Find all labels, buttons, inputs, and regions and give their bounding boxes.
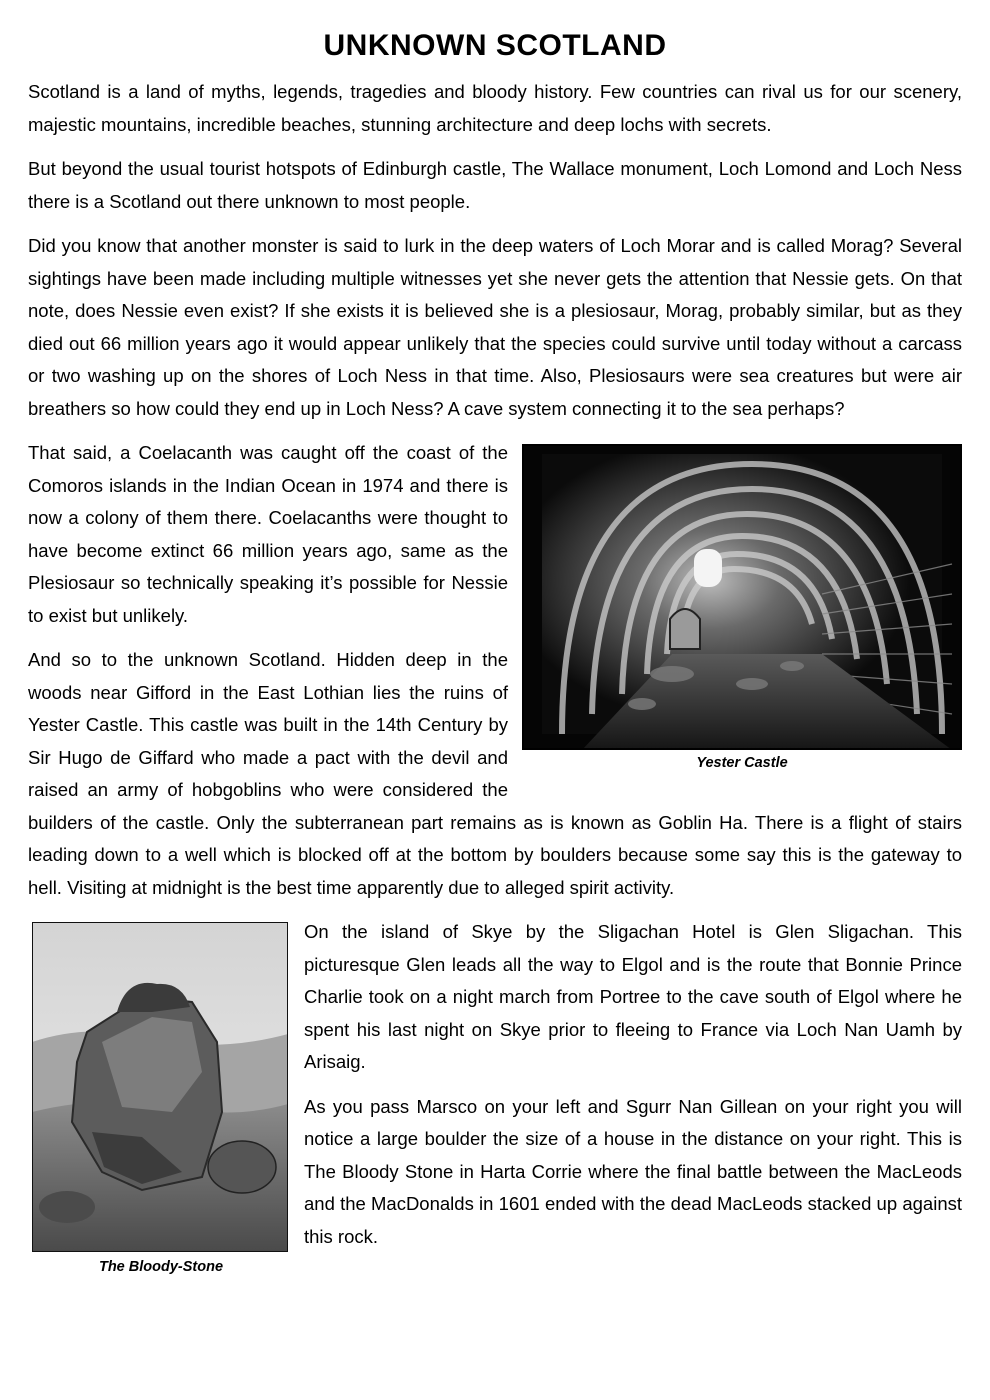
paragraph-yester: And so to the unknown Scotland. Hidden deep in the woods near Gifford in the East Lothian lies the ruins of Yester Castle. This castle was built in the 14th Century by Sir Hugo de Giffard who made a pact with the devil and raised an army of hobgoblins who were considered the builders of the castle. Only the subterranean part remains as is known as Goblin Ha. There is a flight of stairs leading down to a well which is blocked off at the bottom by boulders because some say this is the gateway to hell. Visiting at midnight is the best time apparently due to alleged spirit activity. xyxy=(28,649,962,898)
paragraph-morag: Did you know that another monster is said to lurk in the deep waters of Loch Morar and is called Morag? Several sightings have been made including multiple witnesses yet she never gets the attention that Nessie gets. On that note, does Nessie even exist? If she exists it is believed she is a plesiosaur, Morag, probably similar, but as they died out 66 million years ago it would appear unlikely that the species could survive until today without a carcass or two washing up on the shores of Loch Ness in that time. Also, Plesiosaurs were sea creatures but were air breathers so how could they end up in Loch Ness? A cave system connecting it to the sea perhaps? xyxy=(28,235,962,419)
article xyxy=(28,26,962,1278)
paragraph-bloody-stone: As you pass Marsco on your left and Sgurr Nan Gillean on your right you will notice a large boulder the size of a house in the distance on your right. This is The Bloody Stone in Harta Corrie where the final battle between the MacLeods and the MacDonalds in 1601 ended with the dead MacLeods stacked up against this rock. xyxy=(304,1095,962,1247)
paragraph-beyond: But beyond the usual tourist hotspots of Edinburgh castle, The Wallace monument, Loch Lomond and Loch Ness there is a Scotland out there unknown to most people. xyxy=(28,158,962,212)
paragraph-coelacanth xyxy=(28,437,962,771)
bloody-stone-caption: The Bloody-Stone xyxy=(98,1259,224,1275)
page-title: UNKNOWN SCOTLAND xyxy=(323,29,667,62)
paragraph-coelacanth-text: That said, a Coelacanth was caught off the coast of the Comoros islands in the Indian Ocean in 1974 and there is now a colony of them there. Coelacanths were thought to have become extinct 66 million years ago, same as the Plesiosaur so technically speaking it’s possible for Nessie to exist but unlikely. xyxy=(28,442,508,626)
paragraph-sligachan-text: On the island of Skye by the Sligachan Hotel is Glen Sligachan. This picturesque Glen leads all the way to Elgol and is the route that Bonnie Prince Charlie took on a night march from Portree to the cave south of Elgol where he spent his last night on Skye prior to fleeing to France via Loch Nan Uamh by Arisaig. xyxy=(304,921,962,1072)
bloody-stone-photo xyxy=(32,922,288,1252)
figure-bloody-stone xyxy=(32,922,290,1278)
paragraph-intro: Scotland is a land of myths, legends, tragedies and bloody history. Few countries can rival us for our scenery, majestic mountains, incredible beaches, stunning architecture and deep lochs with secrets. xyxy=(28,81,962,135)
figure-yester-castle xyxy=(522,444,962,774)
yester-castle-photo xyxy=(522,444,962,750)
yester-castle-caption: Yester Castle xyxy=(696,755,788,771)
